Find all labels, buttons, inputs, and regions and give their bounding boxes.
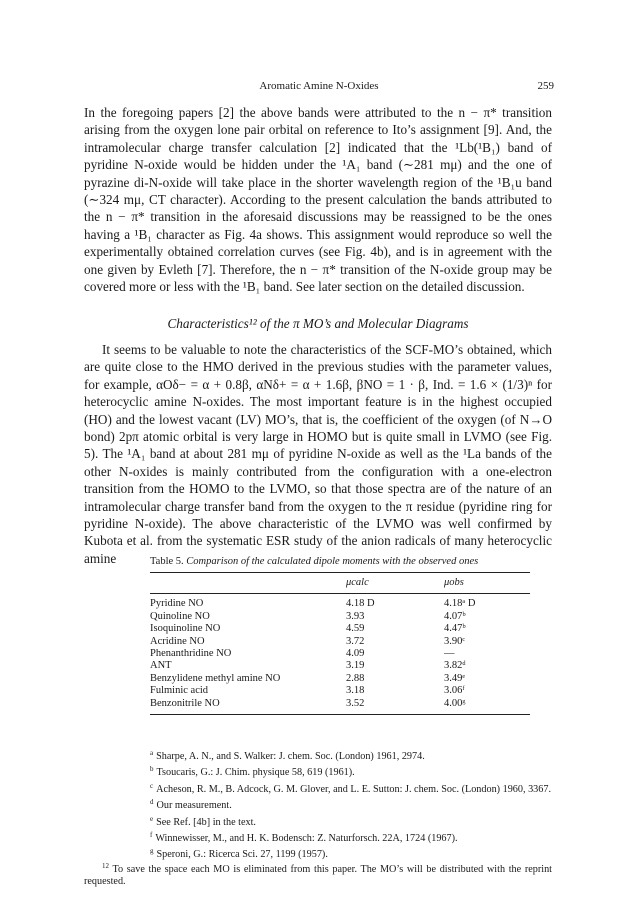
- footnote-text: Acheson, R. M., B. Adcock, G. M. Glover, and L. E. Sutton: J. chem. Soc. (London) 1960, 3367.: [156, 783, 551, 795]
- footnote-mark: g: [150, 847, 154, 856]
- table-cell-mu-calc: 4.09: [346, 648, 365, 660]
- table-cell-mu-obs: 4.07ᵇ: [444, 610, 466, 622]
- footnote-12-text: To save the space each MO is eliminated from this paper. The MO’s will be distributed with the reprint requested.: [84, 864, 552, 888]
- table-cell-mu-calc: 4.18 D: [346, 598, 375, 610]
- table-cell-compound: Benzonitrile NO: [150, 698, 346, 715]
- table-cell-mu-calc: 4.59: [346, 623, 365, 635]
- page-number: 259: [537, 80, 554, 92]
- paragraph-1-text: In the foregoing papers [2] the above bands were attributed to the n − π* transition arising from the oxygen lone pair orbital on reference to Ito’s assignment [9]. And, the intramolecular charge transfer calculation [2] indicated that the ¹Lb(¹B₁) band of pyridine N-oxide would be hidden under the ¹A₁ band (∼281 mμ) and the one of pyrazine di-N-oxide will take place in the shorter wavelength region of the ¹B₁u band (∼324 mμ, CT character). According to the present calculation the bands attributed to the n − π* transition in the aforesaid discussions may be reassigned to be the ones having a ¹B₁ character as Fig. 4a shows. This assignment would reproduce so well the experimentally obtained correlation curves (see Fig. 4b), and is in agreement with the one given by Evleth [7]. Therefore, the n − π* transition of the N-oxide group may be covered more or less with the ¹B₁ band. See later section on the detailed discussion.: [84, 105, 552, 295]
- dipole-moment-table: [150, 572, 530, 715]
- table-row: [150, 660, 530, 672]
- table-cell-mu-obs: 4.47ᵇ: [444, 623, 466, 635]
- table-cell-mu-obs: 3.82ᵈ: [444, 660, 466, 672]
- table-cell-mu-calc: 3.52: [346, 698, 444, 715]
- table-cell-compound: Benzylidene methyl amine NO: [150, 672, 281, 684]
- table-caption-label: Table 5.: [150, 556, 184, 567]
- paragraph-2-text: It seems to be valuable to note the characteristics of the SCF-MO’s obtained, which are quite close to the HMO derived in the previous studies with the parameter values, for example, αOδ− = α + 0.8β, αNδ+ = α + 1.6β, βNO = 1 · β, Ind. = 1.6 × (1/3)ⁿ for heterocyclic amine N-oxides. The most important feature is in the highest occupied (HO) and the lowest vacant (LV) MO’s, that is, the coefficient of the oxygen (of N→O bond) 2pπ atomic orbital is very large in HOMO but is quite small in LVMO (see Fig. 5). The ¹A₁ band at about 281 mμ of pyridine N-oxide as well as the ¹La bands of the other N-oxides is mainly contributed from the configuration with a one-electron transition from the HOMO to the LVMO, so that those spectra are of the nature of an intramolecular charge transfer band from the oxygen to the π residue (pyridine ring for pyridine N-oxide). The above characteristic of the LVMO was well confirmed by Kubota et al. from the systematic ESR study of the anion radicals of many heterocyclic amine: [84, 342, 552, 566]
- table-header-compound: [150, 573, 346, 594]
- table-cell-compound: Fulminic acid: [150, 685, 209, 697]
- table-cell-mu-calc: 3.93: [346, 610, 365, 622]
- footnote: [150, 796, 580, 812]
- table-cell-mu-obs: 3.06ᶠ: [444, 685, 465, 697]
- table-header-mu-obs: μobs: [444, 573, 530, 594]
- table-cell-mu-obs: 4.18ᵃ D: [444, 598, 476, 610]
- table-footnotes: [150, 747, 580, 862]
- footnote: [150, 780, 580, 796]
- table-row: [150, 685, 530, 697]
- running-header: [84, 80, 554, 96]
- footnote-text: Sharpe, A. N., and S. Walker: J. chem. Soc. (London) 1961, 2974.: [156, 751, 425, 762]
- table-cell-mu-obs: 4.00ᵍ: [444, 698, 530, 715]
- footnote-text: Tsoucaris, G.: J. Chim. physique 58, 619 (1961).: [156, 767, 355, 779]
- table-cell-compound: Pyridine NO: [150, 598, 204, 610]
- table-row: [150, 673, 530, 685]
- table-row: [150, 594, 530, 611]
- footnote-mark: c: [150, 781, 154, 790]
- running-title: Aromatic Amine N-Oxides: [259, 80, 379, 92]
- table-header-row: [150, 573, 530, 594]
- table-row: [150, 611, 530, 623]
- table-cell-compound: Isoquinoline NO: [150, 623, 221, 635]
- table-row: [150, 698, 530, 715]
- footnote: [150, 829, 580, 845]
- footnote-text: Our measurement.: [156, 800, 232, 812]
- footnote: [150, 763, 580, 779]
- table-row: [150, 648, 530, 660]
- footnote-mark: b: [150, 765, 154, 774]
- table-cell-compound: Quinoline NO: [150, 610, 210, 622]
- table-caption: [150, 556, 570, 567]
- footnote-mark: a: [150, 749, 154, 757]
- footnote: [150, 813, 580, 829]
- footnote: [150, 747, 580, 763]
- table-cell-compound: Acridine NO: [150, 635, 205, 647]
- table-row: [150, 623, 530, 635]
- table-cell-mu-obs: —: [444, 648, 455, 660]
- footnote-mark: d: [150, 798, 154, 807]
- table-cell-mu-obs: 3.90ᶜ: [444, 635, 466, 647]
- paragraph-1: [84, 104, 552, 295]
- footnote-text: Winnewisser, M., and H. K. Bodensch: Z. Naturforsch. 22A, 1724 (1967).: [155, 833, 458, 845]
- footnote-mark: f: [150, 831, 153, 840]
- footnote-12: [84, 860, 552, 889]
- table-cell-mu-calc: 2.88: [346, 672, 365, 684]
- paragraph-2: [84, 341, 552, 567]
- section-heading: Characteristics¹² of the π MO’s and Molecular Diagrams: [167, 316, 469, 331]
- table-cell-mu-calc: 3.18: [346, 685, 365, 697]
- footnote-12-mark: 12: [102, 862, 109, 870]
- table-caption-text: Comparison of the calculated dipole moments with the observed ones: [186, 556, 479, 567]
- footnote-text: See Ref. [4b] in the text.: [156, 816, 256, 828]
- footnote-mark: e: [150, 814, 154, 823]
- footnote-text: Speroni, G.: Ricerca Sci. 27, 1199 (1957).: [156, 849, 328, 861]
- table-row: [150, 636, 530, 648]
- table-cell-compound: Phenanthridine NO: [150, 648, 232, 660]
- table-cell-mu-calc: 3.72: [346, 635, 365, 647]
- table-cell-compound: ANT: [150, 660, 172, 672]
- table-header-mu-calc: μcalc: [346, 573, 444, 594]
- table-cell-mu-calc: 3.19: [346, 660, 365, 672]
- table-cell-mu-obs: 3.49ᵉ: [444, 672, 466, 684]
